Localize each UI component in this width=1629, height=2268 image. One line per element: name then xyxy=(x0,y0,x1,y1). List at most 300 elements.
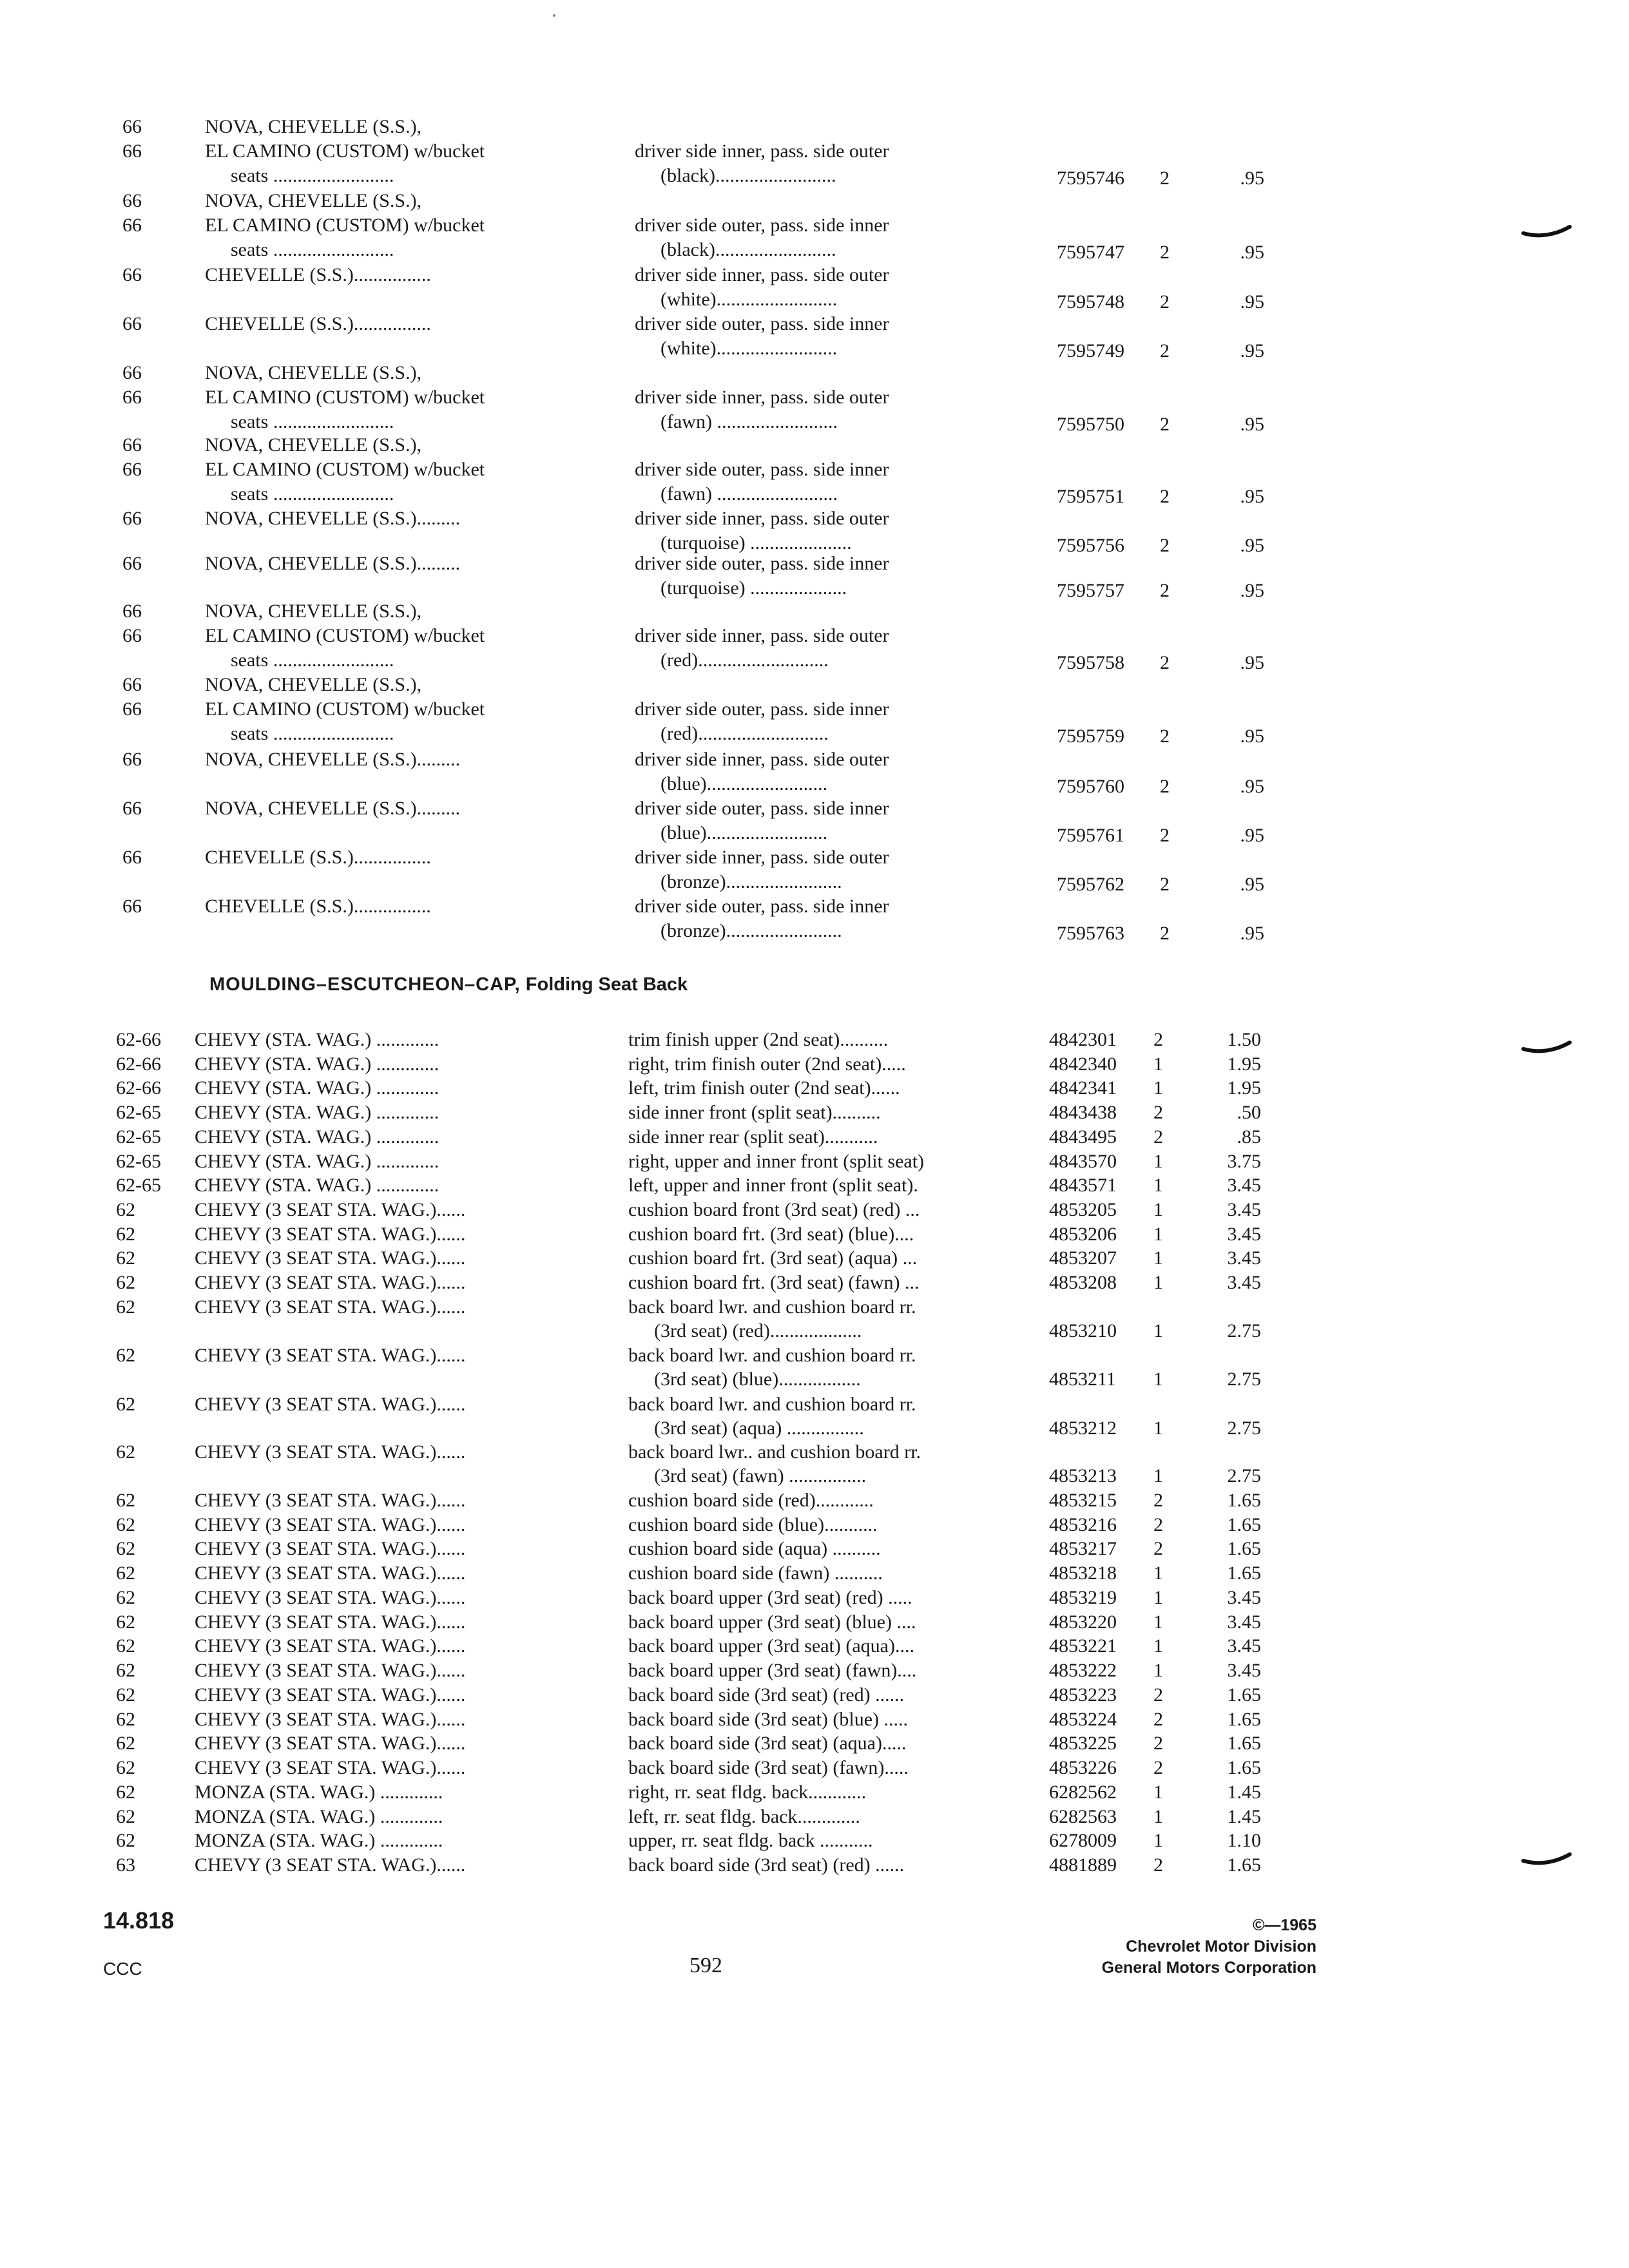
part-description-line: driver side inner, pass. side outer xyxy=(635,749,889,770)
quantity: 1 xyxy=(1153,1635,1163,1657)
quantity: 2 xyxy=(1153,1514,1163,1535)
part-description-line: driver side inner, pass. side outer xyxy=(635,847,889,868)
model-name xyxy=(205,115,582,188)
catalog-code: CCC xyxy=(103,1959,142,1979)
model-name xyxy=(205,599,582,673)
model-name-line: MONZA (STA. WAG.) ............. xyxy=(195,1806,443,1827)
model-name xyxy=(195,1561,572,1585)
part-description-line: cushion board frt. (3rd seat) (blue).... xyxy=(628,1224,914,1245)
quantity: 2 xyxy=(1160,825,1170,846)
part-description xyxy=(635,506,1033,555)
model-name xyxy=(205,433,582,506)
part-description-line: side inner front (split seat).......... xyxy=(628,1102,881,1123)
model-year-line: 62 xyxy=(116,1272,135,1293)
model-year-line: 62 xyxy=(116,1709,135,1730)
part-number: 4853226 xyxy=(1049,1757,1117,1778)
quantity: 1 xyxy=(1153,1587,1163,1608)
model-year xyxy=(122,312,142,336)
part-description-line: (fawn) ......................... xyxy=(660,411,838,432)
part-number: 4853216 xyxy=(1049,1514,1117,1535)
part-description xyxy=(628,1683,1031,1707)
model-year-line: 62-65 xyxy=(116,1102,161,1123)
part-description-line: (white)......................... xyxy=(660,338,838,359)
model-year-line: 66 xyxy=(122,215,142,236)
part-description xyxy=(628,1488,1031,1512)
model-name xyxy=(205,747,582,772)
model-year-line: 66 xyxy=(122,601,142,622)
part-description-line: back board side (3rd seat) (blue) ..... xyxy=(628,1709,909,1730)
model-name-line: NOVA, CHEVELLE (S.S.)......... xyxy=(205,749,461,770)
part-number: 4842341 xyxy=(1049,1077,1117,1099)
price: 2.75 xyxy=(1227,1418,1261,1439)
part-number: 4842340 xyxy=(1049,1053,1117,1075)
price: .95 xyxy=(1240,242,1264,263)
quantity: 1 xyxy=(1153,1611,1163,1633)
model-name xyxy=(205,796,582,821)
model-name xyxy=(205,312,582,336)
part-description-line: upper, rr. seat fldg. back ........... xyxy=(628,1830,873,1851)
part-description xyxy=(635,457,1033,506)
model-year-line: 62 xyxy=(116,1684,135,1706)
model-name-line: EL CAMINO (CUSTOM) w/bucket xyxy=(205,140,485,162)
part-description xyxy=(628,1343,1031,1391)
part-description-line: (white)......................... xyxy=(660,289,838,310)
model-name xyxy=(195,1658,572,1682)
quantity: 1 xyxy=(1153,1830,1163,1851)
quantity: 2 xyxy=(1160,168,1170,189)
part-number: 7595760 xyxy=(1057,776,1124,797)
model-year-line: 62 xyxy=(116,1587,135,1608)
model-year xyxy=(116,1829,135,1852)
price: .85 xyxy=(1237,1126,1261,1148)
model-year xyxy=(116,1756,135,1780)
model-name xyxy=(195,1707,572,1731)
model-year xyxy=(116,1561,135,1585)
model-name xyxy=(195,1756,572,1780)
model-year-line: 62 xyxy=(116,1247,135,1269)
part-description-line: trim finish upper (2nd seat).......... xyxy=(628,1029,889,1050)
quantity: 1 xyxy=(1153,1224,1163,1245)
price: .95 xyxy=(1240,486,1264,507)
model-year-line: 62 xyxy=(116,1611,135,1633)
part-number: 4853220 xyxy=(1049,1611,1117,1633)
price: 3.45 xyxy=(1227,1587,1261,1608)
model-year xyxy=(116,1076,161,1100)
model-year xyxy=(116,1198,135,1222)
model-name xyxy=(205,673,582,746)
part-description xyxy=(628,1610,1031,1634)
model-name-line: EL CAMINO (CUSTOM) w/bucket xyxy=(205,215,485,236)
model-name-line: CHEVY (STA. WAG.) ............. xyxy=(195,1102,439,1123)
model-year xyxy=(116,1246,135,1270)
part-description xyxy=(628,1295,1031,1343)
part-description-line: back board lwr. and cushion board rr. xyxy=(628,1296,916,1318)
model-name-line: CHEVELLE (S.S.)................ xyxy=(205,264,431,285)
quantity: 2 xyxy=(1160,291,1170,312)
part-number: 7595763 xyxy=(1057,923,1124,944)
part-number: 4842301 xyxy=(1049,1029,1117,1050)
model-year-line: 62-65 xyxy=(116,1175,161,1196)
part-description-line: (3rd seat) (fawn) ................ xyxy=(654,1465,867,1486)
model-name-line: NOVA, CHEVELLE (S.S.), xyxy=(205,116,422,137)
margin-mark-icon xyxy=(1521,1852,1572,1867)
quantity: 1 xyxy=(1153,1782,1163,1803)
quantity: 1 xyxy=(1153,1320,1163,1341)
model-name-line: CHEVY (3 SEAT STA. WAG.)...... xyxy=(195,1684,466,1706)
part-number: 4843438 xyxy=(1049,1102,1117,1123)
quantity: 2 xyxy=(1153,1684,1163,1706)
model-name-line: CHEVY (3 SEAT STA. WAG.)...... xyxy=(195,1224,466,1245)
model-year xyxy=(122,433,142,482)
part-number: 4853221 xyxy=(1049,1635,1117,1657)
part-description-line: (fawn) ......................... xyxy=(660,483,838,505)
quantity: 2 xyxy=(1160,340,1170,361)
quantity: 2 xyxy=(1153,1102,1163,1123)
price: .95 xyxy=(1240,168,1264,189)
part-description xyxy=(628,1634,1031,1658)
model-name xyxy=(195,1271,572,1294)
part-description xyxy=(635,624,1033,673)
model-year xyxy=(122,506,142,531)
model-year xyxy=(116,1853,135,1877)
price: 3.45 xyxy=(1227,1272,1261,1293)
quantity: 1 xyxy=(1153,1369,1163,1390)
part-description-line: driver side outer, pass. side inner xyxy=(635,459,889,480)
part-description-line: driver side outer, pass. side inner xyxy=(635,798,889,819)
price: .95 xyxy=(1240,825,1264,846)
part-description-line: driver side inner, pass. side outer xyxy=(635,140,889,162)
part-description xyxy=(628,1440,1031,1488)
model-name xyxy=(195,1246,572,1270)
part-description xyxy=(628,1271,1031,1294)
part-number: 4853215 xyxy=(1049,1490,1117,1511)
quantity: 2 xyxy=(1153,1757,1163,1778)
quantity: 2 xyxy=(1153,1538,1163,1559)
part-number: 6282563 xyxy=(1049,1806,1117,1827)
model-name-line: CHEVELLE (S.S.)................ xyxy=(205,313,431,334)
model-name-line: MONZA (STA. WAG.) ............. xyxy=(195,1782,443,1803)
price: 1.45 xyxy=(1227,1782,1261,1803)
model-name-line: CHEVY (3 SEAT STA. WAG.)...... xyxy=(195,1490,466,1511)
quantity: 1 xyxy=(1153,1199,1163,1220)
part-description-line: back board upper (3rd seat) (red) ..... xyxy=(628,1587,912,1608)
model-name-line: seats ......................... xyxy=(231,723,394,744)
part-description-line: driver side inner, pass. side outer xyxy=(635,264,889,285)
model-year-line: 62 xyxy=(116,1224,135,1245)
price: 1.65 xyxy=(1227,1854,1261,1876)
part-description xyxy=(635,552,1033,601)
part-description-line: driver side outer, pass. side inner xyxy=(635,215,889,236)
model-name-line: MONZA (STA. WAG.) ............. xyxy=(195,1830,443,1851)
model-name-line: CHEVY (3 SEAT STA. WAG.)...... xyxy=(195,1733,466,1754)
model-year-line: 62 xyxy=(116,1733,135,1754)
model-year xyxy=(116,1052,161,1076)
model-name-line: NOVA, CHEVELLE (S.S.)......... xyxy=(205,798,461,819)
price: 1.65 xyxy=(1227,1757,1261,1778)
part-description-line: (bronze)........................ xyxy=(660,920,842,941)
model-year-line: 62 xyxy=(116,1441,135,1463)
price: .95 xyxy=(1240,535,1264,556)
model-year xyxy=(116,1586,135,1610)
part-description-line: cushion board side (blue)........... xyxy=(628,1514,878,1535)
part-number: 6282562 xyxy=(1049,1782,1117,1803)
model-name xyxy=(195,1805,572,1829)
model-name-line: NOVA, CHEVELLE (S.S.), xyxy=(205,601,422,622)
model-year-line: 62-66 xyxy=(116,1077,161,1099)
model-name xyxy=(195,1149,572,1173)
part-description xyxy=(628,1076,1031,1100)
part-description-line: (black)......................... xyxy=(660,239,836,260)
quantity: 1 xyxy=(1153,1465,1163,1486)
part-description-line: (red)........................... xyxy=(660,649,829,671)
model-name xyxy=(195,1173,572,1197)
model-name xyxy=(195,1052,572,1076)
model-name xyxy=(205,361,582,434)
part-number: 4853218 xyxy=(1049,1562,1117,1584)
quantity: 2 xyxy=(1160,726,1170,747)
quantity: 2 xyxy=(1153,1126,1163,1148)
model-name xyxy=(195,1076,572,1100)
price: 3.45 xyxy=(1227,1660,1261,1681)
quantity: 1 xyxy=(1153,1053,1163,1075)
quantity: 2 xyxy=(1153,1490,1163,1511)
model-year-line: 62 xyxy=(116,1538,135,1559)
section-code: 14.818 xyxy=(103,1907,175,1934)
model-year-line: 66 xyxy=(122,698,142,720)
model-name-line: NOVA, CHEVELLE (S.S.), xyxy=(205,190,422,211)
part-number: 7595746 xyxy=(1057,168,1124,189)
model-name xyxy=(195,1198,572,1222)
model-name-line: CHEVY (STA. WAG.) ............. xyxy=(195,1126,439,1148)
part-number: 4853223 xyxy=(1049,1684,1117,1706)
part-description xyxy=(628,1222,1031,1246)
model-name xyxy=(195,1125,572,1149)
price: 3.45 xyxy=(1227,1635,1261,1657)
model-name-line: CHEVY (3 SEAT STA. WAG.)...... xyxy=(195,1514,466,1535)
quantity: 1 xyxy=(1153,1806,1163,1827)
part-description-line: (blue)......................... xyxy=(660,773,828,794)
model-name-line: CHEVY (3 SEAT STA. WAG.)...... xyxy=(195,1635,466,1657)
quantity: 2 xyxy=(1153,1709,1163,1730)
margin-mark-icon xyxy=(1521,224,1572,240)
part-description xyxy=(635,213,1033,262)
part-description-line: driver side inner, pass. side outer xyxy=(635,387,889,408)
quantity: 2 xyxy=(1160,923,1170,944)
model-name-line: NOVA, CHEVELLE (S.S.), xyxy=(205,434,422,456)
model-name-line: CHEVY (3 SEAT STA. WAG.)...... xyxy=(195,1538,466,1559)
model-name xyxy=(205,189,582,262)
part-number: 7595761 xyxy=(1057,825,1124,846)
part-description-line: driver side inner, pass. side outer xyxy=(635,508,889,529)
model-name-line: CHEVY (STA. WAG.) ............. xyxy=(195,1077,439,1099)
model-year-line: 62 xyxy=(116,1660,135,1681)
model-name-line: CHEVY (3 SEAT STA. WAG.)...... xyxy=(195,1394,466,1415)
price: 1.65 xyxy=(1227,1538,1261,1559)
part-number: 4843570 xyxy=(1049,1151,1117,1172)
price: 2.75 xyxy=(1227,1320,1261,1341)
part-description-line: back board lwr.. and cushion board rr. xyxy=(628,1441,921,1463)
model-name-line: CHEVY (STA. WAG.) ............. xyxy=(195,1053,439,1075)
model-year xyxy=(116,1222,135,1246)
model-year xyxy=(116,1100,161,1124)
part-description-line: cushion board side (red)............ xyxy=(628,1490,874,1511)
model-year-line: 66 xyxy=(122,674,142,695)
part-number: 4881889 xyxy=(1049,1854,1117,1876)
model-year-line: 66 xyxy=(122,362,142,383)
model-year xyxy=(116,1658,135,1682)
part-description-line: back board upper (3rd seat) (fawn).... xyxy=(628,1660,917,1681)
part-description-line: driver side outer, pass. side inner xyxy=(635,553,889,574)
model-name xyxy=(205,845,582,870)
part-description-line: cushion board frt. (3rd seat) (aqua) ... xyxy=(628,1247,918,1269)
model-year-line: 66 xyxy=(122,508,142,529)
model-name-line: seats ......................... xyxy=(231,165,394,186)
model-name xyxy=(195,1537,572,1561)
model-name-line: seats ......................... xyxy=(231,411,394,432)
model-name-line: CHEVY (STA. WAG.) ............. xyxy=(195,1029,439,1050)
quantity: 2 xyxy=(1153,1854,1163,1876)
model-name-line: EL CAMINO (CUSTOM) w/bucket xyxy=(205,625,485,646)
model-year-line: 62 xyxy=(116,1514,135,1535)
model-year-line: 62 xyxy=(116,1199,135,1220)
part-number: 4843571 xyxy=(1049,1175,1117,1196)
part-description xyxy=(628,1586,1031,1610)
quantity: 1 xyxy=(1153,1151,1163,1172)
part-description-line: (turquoise) .................... xyxy=(660,577,847,599)
part-number: 7595749 xyxy=(1057,340,1124,361)
part-number: 4853210 xyxy=(1049,1320,1117,1341)
price: 2.75 xyxy=(1227,1465,1261,1486)
part-number: 4853207 xyxy=(1049,1247,1117,1269)
page-number: 592 xyxy=(689,1954,722,1977)
part-description xyxy=(635,894,1033,943)
price: .95 xyxy=(1240,652,1264,673)
model-year-line: 62-66 xyxy=(116,1053,161,1075)
part-number: 7595756 xyxy=(1057,535,1124,556)
model-year xyxy=(122,894,142,919)
price: 1.65 xyxy=(1227,1709,1261,1730)
section-heading-subtitle: Folding Seat Back xyxy=(520,974,688,995)
part-number: 4853213 xyxy=(1049,1465,1117,1486)
price: 1.65 xyxy=(1227,1490,1261,1511)
model-year-line: 62-66 xyxy=(116,1029,161,1050)
model-year xyxy=(122,552,142,576)
model-year xyxy=(122,673,142,722)
part-description xyxy=(628,1707,1031,1731)
price: 2.75 xyxy=(1227,1369,1261,1390)
model-name xyxy=(195,1343,572,1367)
part-description-line: driver side outer, pass. side inner xyxy=(635,698,889,720)
model-year xyxy=(116,1805,135,1829)
price: 3.75 xyxy=(1227,1151,1261,1172)
part-description xyxy=(628,1561,1031,1585)
model-year xyxy=(122,115,142,164)
price: 3.45 xyxy=(1227,1175,1261,1196)
part-description-line: left, rr. seat fldg. back............. xyxy=(628,1806,860,1827)
model-year xyxy=(116,1513,135,1537)
quantity: 1 xyxy=(1153,1562,1163,1584)
price: .95 xyxy=(1240,340,1264,361)
model-year-line: 66 xyxy=(122,313,142,334)
price: .95 xyxy=(1240,580,1264,601)
quantity: 1 xyxy=(1153,1247,1163,1269)
quantity: 2 xyxy=(1153,1029,1163,1050)
part-description xyxy=(628,1052,1031,1076)
model-name-line: CHEVELLE (S.S.)................ xyxy=(205,896,431,917)
model-year-line: 62 xyxy=(116,1296,135,1318)
part-description-line: back board upper (3rd seat) (aqua).... xyxy=(628,1635,914,1657)
model-year-line: 66 xyxy=(122,625,142,646)
price: 3.45 xyxy=(1227,1247,1261,1269)
model-year xyxy=(116,1125,161,1149)
part-description-line: (black)......................... xyxy=(660,165,836,186)
quantity: 2 xyxy=(1153,1733,1163,1754)
part-description xyxy=(635,263,1033,312)
model-name-line: EL CAMINO (CUSTOM) w/bucket xyxy=(205,387,485,408)
part-description-line: cushion board side (fawn) .......... xyxy=(628,1562,883,1584)
part-number: 7595758 xyxy=(1057,652,1124,673)
part-description xyxy=(635,312,1033,361)
model-year-line: 62 xyxy=(116,1345,135,1366)
model-year-line: 62 xyxy=(116,1757,135,1778)
model-name xyxy=(195,1488,572,1512)
part-description-line: (3rd seat) (aqua) ................ xyxy=(654,1418,864,1439)
part-description-line: (blue)......................... xyxy=(660,822,828,843)
part-number: 4853219 xyxy=(1049,1587,1117,1608)
model-name-line: CHEVY (STA. WAG.) ............. xyxy=(195,1175,439,1196)
price: 3.45 xyxy=(1227,1199,1261,1220)
model-year xyxy=(116,1173,161,1197)
price: 1.45 xyxy=(1227,1806,1261,1827)
price: .95 xyxy=(1240,776,1264,797)
model-year xyxy=(116,1780,135,1804)
model-year-line: 66 xyxy=(122,264,142,285)
model-year xyxy=(116,1149,161,1173)
model-year xyxy=(116,1295,135,1319)
part-description xyxy=(635,139,1033,188)
model-year xyxy=(116,1440,135,1464)
part-number: 4853211 xyxy=(1049,1369,1116,1390)
model-name-line: CHEVY (3 SEAT STA. WAG.)...... xyxy=(195,1562,466,1584)
model-name xyxy=(195,1586,572,1610)
part-description xyxy=(628,1780,1031,1804)
model-name-line: CHEVY (3 SEAT STA. WAG.)...... xyxy=(195,1272,466,1293)
model-year xyxy=(122,796,142,821)
model-name xyxy=(195,1731,572,1755)
model-name xyxy=(195,1853,572,1877)
price: 1.50 xyxy=(1227,1029,1261,1050)
part-description xyxy=(628,1100,1031,1124)
model-name-line: seats ......................... xyxy=(231,239,394,260)
part-number: 4853212 xyxy=(1049,1418,1117,1439)
model-year-line: 66 xyxy=(122,387,142,408)
part-description xyxy=(628,1149,1031,1173)
part-description-line: back board lwr. and cushion board rr. xyxy=(628,1345,916,1366)
quantity: 1 xyxy=(1153,1175,1163,1196)
price: .95 xyxy=(1240,726,1264,747)
part-description xyxy=(635,697,1033,746)
part-description-line: back board side (3rd seat) (aqua)..... xyxy=(628,1733,907,1754)
model-year-line: 62 xyxy=(116,1830,135,1851)
part-description-line: driver side inner, pass. side outer xyxy=(635,625,889,646)
model-year-line: 66 xyxy=(122,798,142,819)
quantity: 1 xyxy=(1153,1660,1163,1681)
model-name xyxy=(195,1780,572,1804)
quantity: 2 xyxy=(1160,535,1170,556)
model-year xyxy=(116,1731,135,1755)
model-name xyxy=(205,552,582,576)
price: .95 xyxy=(1240,923,1264,944)
